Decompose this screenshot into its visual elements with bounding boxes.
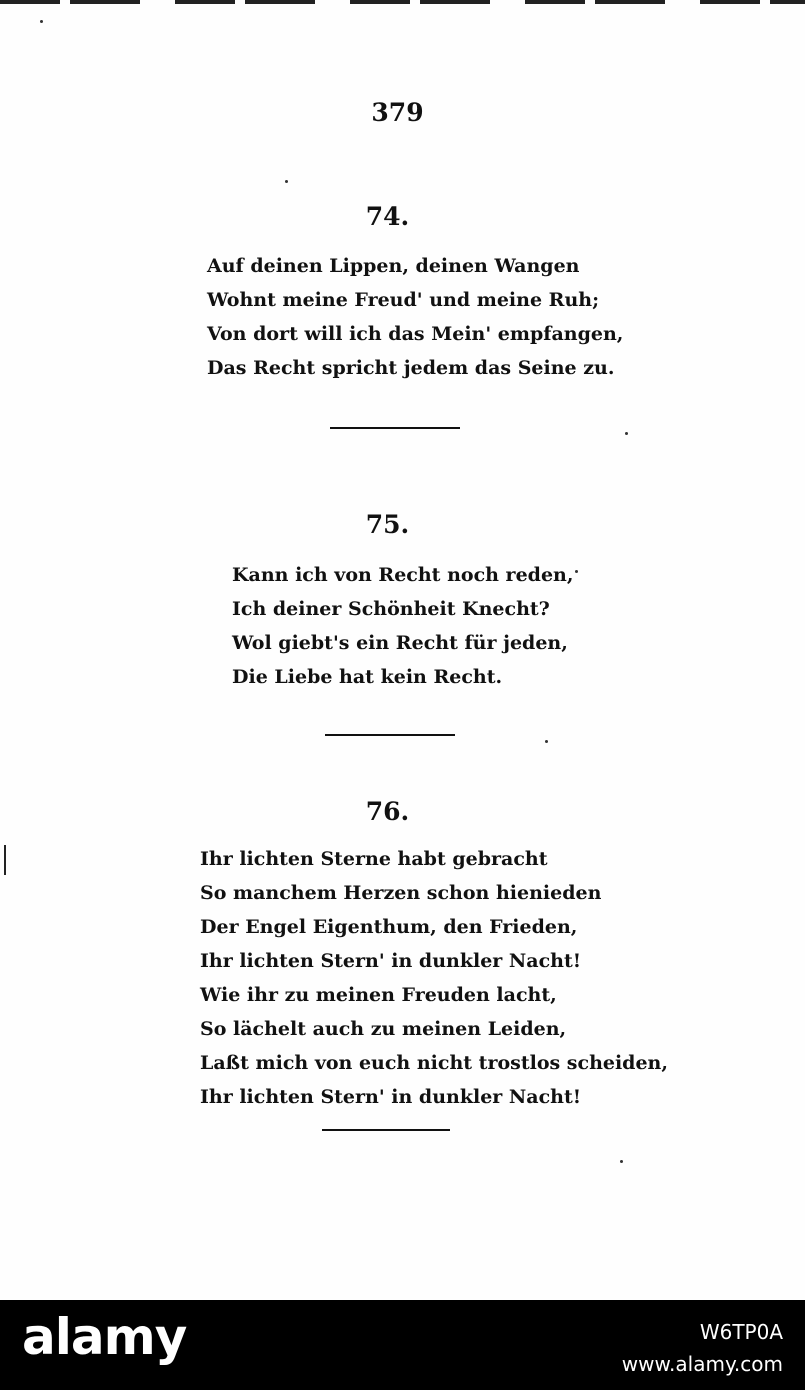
verse-line: Ihr lichten Stern' in dunkler Nacht! (200, 1086, 582, 1108)
section-divider (325, 734, 455, 736)
section-divider (322, 1129, 450, 1131)
verse-line: Wohnt meine Freud' und meine Ruh; (207, 289, 600, 311)
scan-edge-mark (4, 845, 6, 875)
scan-speck (285, 180, 288, 183)
scan-speck (40, 20, 43, 23)
poem-76-stanza (200, 842, 668, 1114)
poem-number-74: 74. (365, 202, 410, 231)
verse-line: Die Liebe hat kein Recht. (232, 666, 503, 688)
scan-speck (625, 432, 628, 435)
scan-speck (620, 1160, 623, 1163)
verse-line: Auf deinen Lippen, deinen Wangen (207, 255, 580, 277)
verse-line: Kann ich von Recht noch reden, (232, 564, 574, 586)
poem-74-stanza (207, 249, 623, 385)
verse-line: Wie ihr zu meinen Freuden lacht, (200, 984, 557, 1006)
section-divider (330, 427, 460, 429)
brand-logo: alamy (22, 1308, 187, 1366)
poem-number-75: 75. (365, 510, 410, 539)
verse-line: Ihr lichten Stern' in dunkler Nacht! (200, 950, 582, 972)
verse-line: Laßt mich von euch nicht trostlos scheiden, (200, 1052, 668, 1074)
verse-line: Ihr lichten Sterne habt gebracht (200, 848, 548, 870)
verse-line: Ich deiner Schönheit Knecht? (232, 598, 550, 620)
image-id: W6TP0A (699, 1320, 783, 1344)
verse-line: So manchem Herzen schon hienieden (200, 882, 602, 904)
scan-top-edge (0, 0, 805, 4)
verse-line: Der Engel Eigenthum, den Frieden, (200, 916, 578, 938)
poem-75-stanza (232, 558, 573, 694)
poem-number-76: 76. (365, 797, 410, 826)
verse-line: Wol giebt's ein Recht für jeden, (232, 632, 568, 654)
watermark-footer (0, 1300, 805, 1390)
verse-line: Das Recht spricht jedem das Seine zu. (207, 357, 615, 379)
verse-line: Von dort will ich das Mein' empfangen, (207, 323, 624, 345)
website-url: www.alamy.com (621, 1352, 783, 1376)
verse-line: So lächelt auch zu meinen Leiden, (200, 1018, 567, 1040)
scan-speck (575, 570, 578, 573)
page-number: 379 (371, 98, 424, 127)
scan-speck (545, 740, 548, 743)
